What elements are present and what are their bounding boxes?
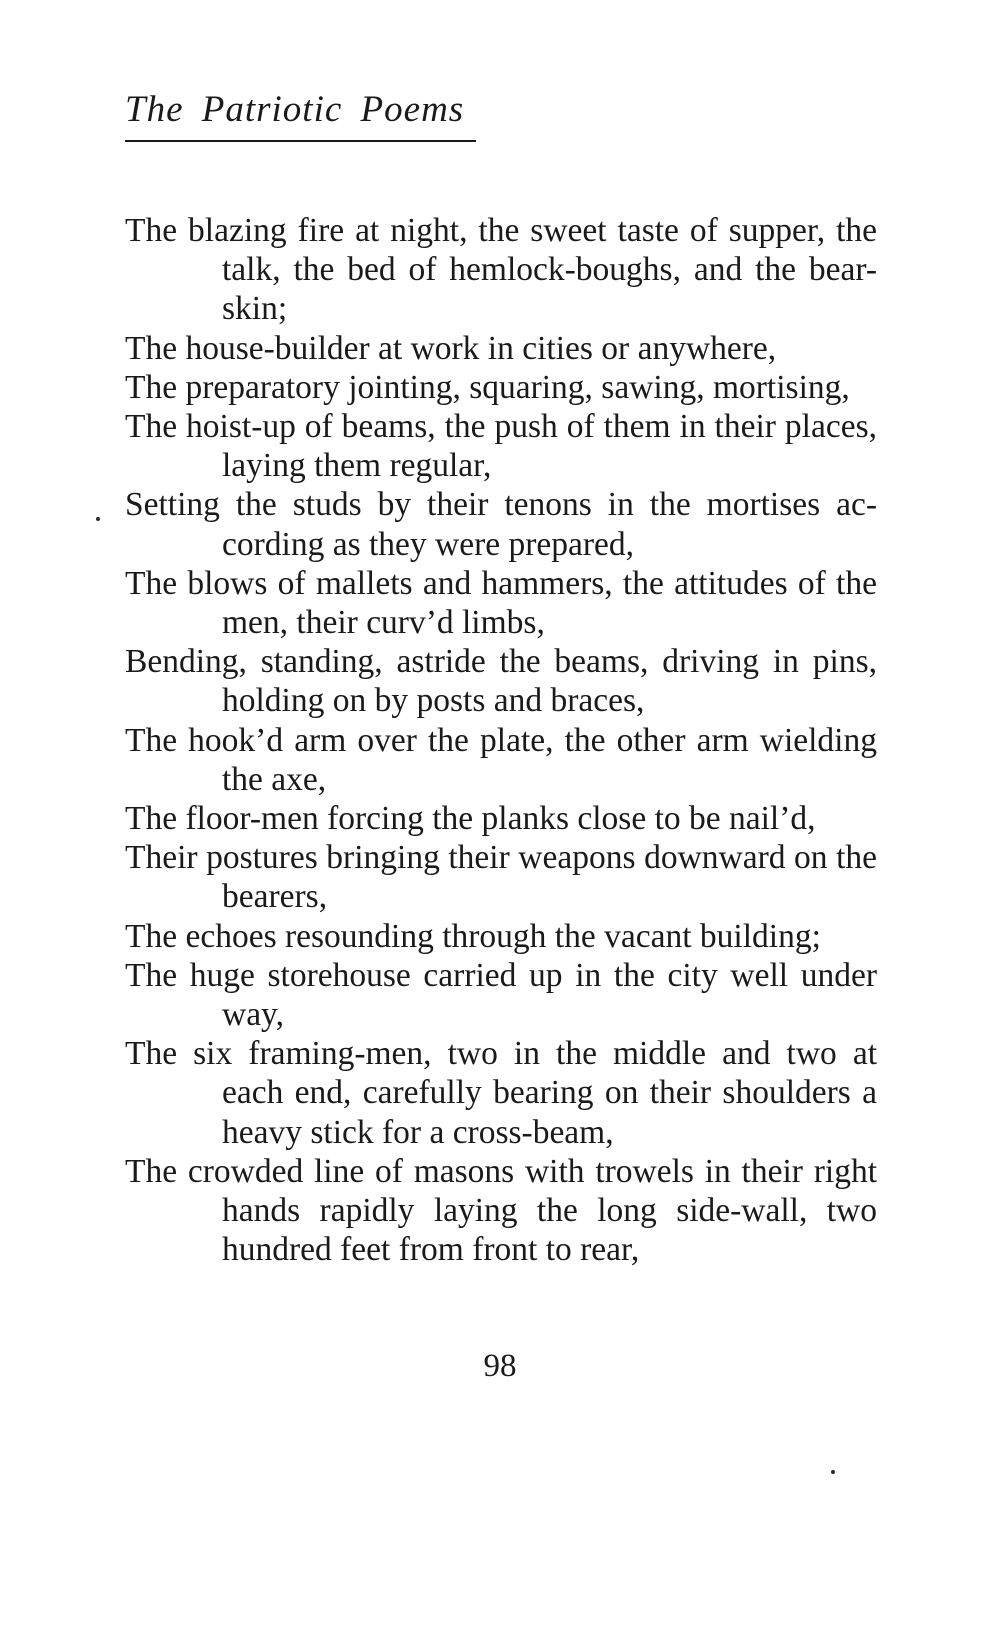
page-number: 98 bbox=[483, 1348, 517, 1384]
poem-line: The six framing-men, two in the middle and two at each end, carefully bearing on their shoulders a heavy stick for a cross-beam, bbox=[125, 1035, 877, 1151]
poem-line: The house-builder at work in cities or anywhere, bbox=[125, 329, 777, 367]
poem-line: The hook’d arm over the plate, the other arm wielding the axe, bbox=[125, 721, 877, 798]
poem-line: Setting the studs by their tenons in the mortises according as they were prepared, bbox=[125, 486, 877, 563]
header-rule bbox=[125, 140, 476, 142]
poem-line: The huge storehouse carried up in the city well under way, bbox=[125, 956, 877, 1034]
scan-speck bbox=[96, 517, 100, 521]
poem-line: The preparatory jointing, squaring, sawing, mortising, bbox=[125, 368, 850, 406]
poem-line: The blows of mallets and hammers, the attitudes of the men, their curv’d limbs, bbox=[125, 564, 877, 642]
poem-line: The echoes resounding through the vacant building; bbox=[125, 917, 821, 955]
poem-line: The crowded line of masons with trowels in their right hands rapidly laying the long side-wall, two hundred feet from front to rear, bbox=[125, 1152, 877, 1269]
poem-line: Bending, standing, astride the beams, driving in pins, holding on by posts and braces, bbox=[125, 643, 877, 720]
poem-line: The blazing fire at night, the sweet taste of supper, the talk, the bed of hemlock-boughs, and the bear-skin; bbox=[125, 212, 877, 328]
scan-speck bbox=[831, 1470, 835, 1474]
poem-line: The hoist-up of beams, the push of them in their places, laying them regular, bbox=[125, 408, 877, 485]
poem-line: Their postures bringing their weapons downward on the bearers, bbox=[125, 839, 877, 916]
running-head-title: The Patriotic Poems bbox=[125, 89, 465, 130]
poem-text bbox=[125, 211, 877, 1269]
poem-line: The floor-men forcing the planks close to be nail’d, bbox=[125, 800, 816, 838]
